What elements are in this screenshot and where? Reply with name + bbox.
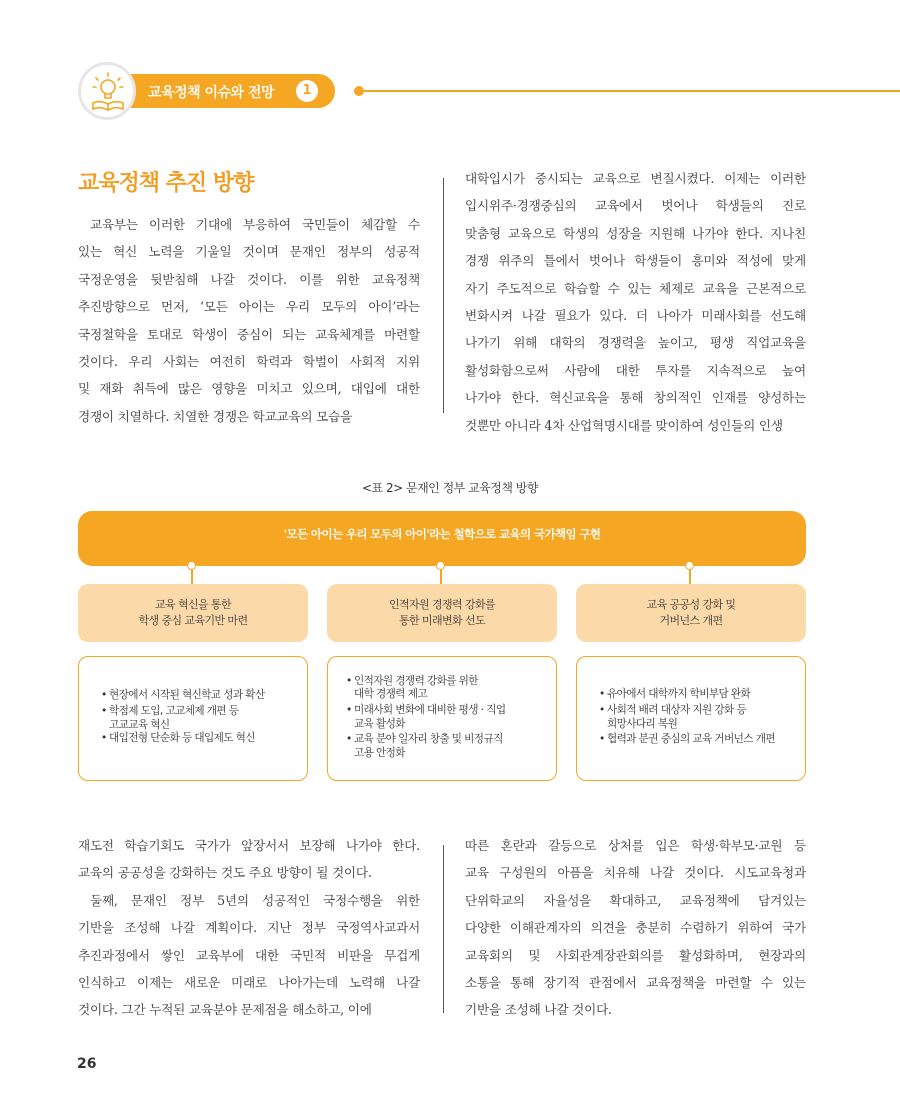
text-line: 둘째, 문재인 정부 5년의 성공적인 국정수행을 위한 <box>90 892 420 908</box>
detail-item: • 사회적 배려 대상자 지원 강화 등 희망사다리 복원 <box>599 704 805 731</box>
header-title: 교육정책 이슈와 전망 <box>148 85 274 101</box>
text-line: 교육부는 이러한 기대에 부응하여 국민들이 체감할 수 <box>90 217 420 232</box>
category-box-2 <box>327 584 557 642</box>
text-line: 다양한 이해관계자의 의견을 충분히 수렴하기 위하여 국가 <box>465 920 806 936</box>
text-line: 기반을 조성해 나갈 것이다. <box>465 1002 612 1018</box>
column-divider-bottom <box>443 845 444 1013</box>
detail-item: • 학점제 도입, 고교체제 개편 등 고교교육 혁신 <box>101 705 307 732</box>
text-line: 단위학교의 자율성을 확대하고, 교육정책에 담겨있는 <box>465 892 806 908</box>
text-line: 경쟁 위주의 틀에서 벗어나 학생들이 흥미와 적성에 맞게 <box>465 253 806 269</box>
text-line: 재도전 학습기회도 국가가 앞장서서 보장해 나가야 한다. <box>78 838 420 853</box>
detail-box-1 <box>78 656 308 781</box>
category-title: 교육 혁신을 통한 학생 중심 교육기반 마련 <box>138 598 248 627</box>
connector-dot <box>685 561 694 570</box>
text-line: 경쟁이 치열하다. 치열한 경쟁은 학교교육의 모습을 <box>78 408 353 424</box>
detail-box-2 <box>327 656 557 781</box>
text-line: 자기 주도적으로 학습할 수 있는 체제로 교육을 근본적으로 <box>465 280 806 296</box>
detail-item: • 유아에서 대학까지 학비부담 완화 <box>599 688 805 702</box>
detail-item: • 교육 분야 일자리 창출 및 비정규직 고용 안정화 <box>346 733 556 760</box>
text-line: 활성화함으로써 사람에 대한 투자를 지속적으로 높여 <box>465 362 806 378</box>
detail-item: • 미래사회 변화에 대비한 평생 · 직업 교육 활성화 <box>346 704 556 731</box>
policy-banner: '모든 아이는 우리 모두의 아이'라는 철학으로 교육의 국가책임 구현 <box>78 511 806 566</box>
text-line: 맞춤형 교육으로 학생의 성장을 지원해 나가야 한다. 지나친 <box>465 225 806 241</box>
header-line-dot <box>354 86 364 96</box>
section-title: 교육정책 추진 방향 <box>78 171 254 196</box>
connector-dot <box>436 561 445 570</box>
text-line: 것뿐만 아니라 4차 산업혁명시대를 맞이하여 성인들의 인생 <box>465 417 783 433</box>
category-title: 교육 공공성 강화 및 거버넌스 개편 <box>646 598 736 627</box>
lightbulb-book-icon <box>88 70 128 112</box>
text-line: 국정철학을 토대로 학생이 중심이 되는 교육체계를 마련할 <box>78 326 420 342</box>
text-line: 기반을 조성해 나갈 계획이다. 지난 정부 국정역사교과서 <box>78 920 420 936</box>
detail-item: • 현장에서 시작된 혁신학교 성과 확산 <box>101 689 307 703</box>
text-line: 교육의 공공성을 강화하는 것도 주요 방향이 될 것이다. <box>78 865 372 881</box>
text-line: 교육 구성원의 아픔을 치유해 나갈 것이다. 시도교육청과 <box>465 865 806 881</box>
top-left-column <box>78 211 420 430</box>
page-number: 26 <box>77 1056 97 1072</box>
text-line: 교육회의 및 사회관계장관회의를 활성화하며, 현장과의 <box>465 947 806 963</box>
category-title: 인적자원 경쟁력 강화를 통한 미래변화 선도 <box>388 598 496 627</box>
category-box-1 <box>78 584 308 642</box>
text-line: 변화시켜 나갈 필요가 있다. 더 나아가 미래사회를 선도해 <box>465 308 806 324</box>
bottom-right-column <box>465 832 806 1024</box>
text-line: 국정운영을 뒷받침해 나갈 것이다. 이를 위한 교육정책 <box>78 271 420 287</box>
text-line: 나가야 한다. 혁신교육을 통해 창의적인 인재를 양성하는 <box>465 390 806 406</box>
text-line: 추진방향으로 먼저, ‘모든 아이는 우리 모두의 아이’라는 <box>78 299 420 315</box>
detail-box-3 <box>576 656 806 781</box>
text-line: 입시위주·경쟁중심의 교육에서 벗어나 학생들의 진로 <box>465 198 806 214</box>
text-line: 인식하고 이제는 새로운 미래로 나아가는데 노력해 나갈 <box>78 975 420 991</box>
table-caption: <표 2> 문재인 정부 교육정책 방향 <box>362 481 538 495</box>
top-right-column <box>465 165 806 439</box>
text-line: 나가기 위해 대학의 경쟁력을 높이고, 평생 직업교육을 <box>465 335 806 351</box>
detail-item: • 협력과 분권 중심의 교육 거버넌스 개편 <box>599 733 805 747</box>
bottom-left-column <box>78 832 420 1024</box>
text-line: 있는 혁신 노력을 기울일 것이며 문재인 정부의 성공적 <box>78 244 420 260</box>
text-line: 대학입시가 중시되는 교육으로 변질시켰다. 이제는 이러한 <box>465 171 806 186</box>
detail-item: • 인적자원 경쟁력 강화를 위한 대학 경쟁력 제고 <box>346 675 556 702</box>
header-line <box>364 90 900 92</box>
text-line: 것이다. 그간 누적된 교육분야 문제점을 해소하고, 이에 <box>78 1002 372 1018</box>
connector-dot <box>187 561 196 570</box>
column-divider-top <box>443 178 444 413</box>
text-line: 소통을 통해 장기적 관점에서 교육정책을 마련할 수 있는 <box>465 975 806 991</box>
detail-item: • 대입전형 단순화 등 대입제도 혁신 <box>101 732 307 746</box>
text-line: 따른 혼란과 갈등으로 상처를 입은 학생·학부모·교원 등 <box>465 838 806 853</box>
header-number-badge: 1 <box>296 80 318 102</box>
text-line: 추진과정에서 쌓인 교육부에 대한 국민적 비판을 무겁게 <box>78 947 420 963</box>
text-line: 및 재화 취득에 많은 영향을 미치고 있으며, 대입에 대한 <box>78 381 420 397</box>
text-line: 것이다. 우리 사회는 여전히 학력과 학벌이 사회적 지위 <box>78 354 420 370</box>
category-box-3 <box>576 584 806 642</box>
